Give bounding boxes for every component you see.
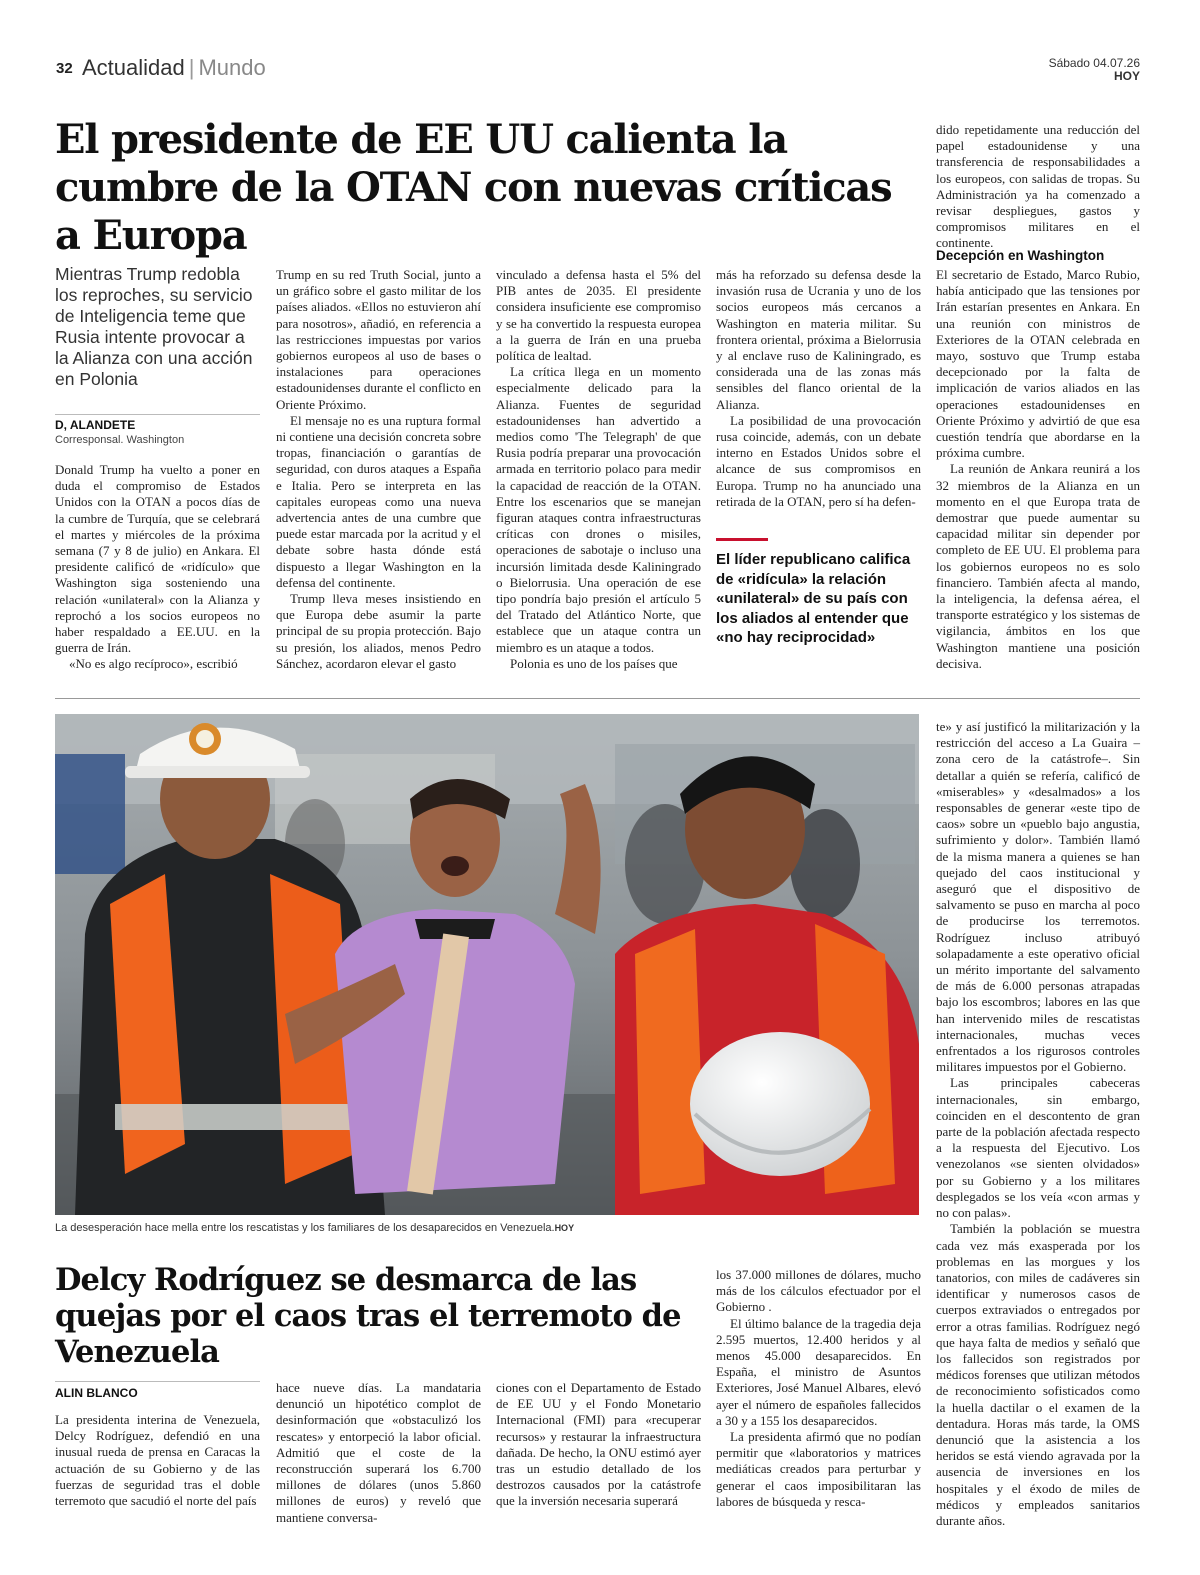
page-number: 32: [56, 60, 73, 77]
paragraph: dido repetidamente una reducción del papel estadounidense y una transferencia de responsabilidades a los europeos, con salidas de tropas. Su Administración ya ha comenzado a revisar despliegues, gastos y compromisos militares en el continente.: [936, 122, 1140, 251]
paragraph: La presidenta afirmó que no podían permitir que «laboratorios y matrices mediáticas creados para perturbar y generar el caos imposibilitaran las labores de búsqueda y resca-: [716, 1429, 921, 1509]
paragraph: El secretario de Estado, Marco Rubio, había anticipado que las tensiones por Irán estarían presentes en Ankara. En una reunión con ministros de Exteriores de la OTAN celebrada en mayo, sostuvo que Trump estaba decepcionado por la falta de implicación de varios aliados en las operaciones estadounidenses en Oriente Próximo y advirtió de que esa cuestión tendría que abordarse en la próxima cumbre.: [936, 267, 1140, 461]
pull-quote: El líder republicano califica de «ridícula» la relación «unilateral» de su país con los aliados al entender que «no hay reciprocidad»: [716, 551, 911, 647]
paragraph: te» y así justificó la militarización y la restricción del acceso a La Guaira –zona cero de la catástrofe–. Sin detallar a quién se refería, calificó de «miserables» y «desalmados» a los responsables de generar «este tipo de caos» sobre un «pueblo bajo angustia, sufrimiento y dolor». También llamó de la misma manera a quienes se han quejado del caos institucional y aseguró que el dispositivo de salvamento se puso en marcha al poco de producirse los terremotos. Rodríguez incluso atribuyó solapadamente a este operativo oficial un mérito importante del salvamento de más de 6.000 personas atrapadas bajo los escombros; labores en las que han intervenido miles de rescatistas internacionales, muchas veces enfrentados a los rigurosos controles militares impuestos por el Gobierno.: [936, 719, 1140, 1075]
paragraph: Polonia es uno de los países que: [510, 655, 678, 671]
paragraph: El mensaje no es una ruptura formal ni contiene una decisión concreta sobre tropas, financiación o garantías de seguridad, con duros ataques a España e Italia. Pero se interpreta en las capitales europeas como una nueva advertencia antes de una cumbre que puede estar marcada por la acritud y el debate sobre hasta dónde está dispuesto a llegar Washington en la defensa del continente.: [276, 412, 481, 590]
section-separator: |: [188, 55, 195, 80]
article2-column-2: [276, 1380, 481, 1526]
paragraph: La crítica llega en un momento especialmente delicado para la Alianza. Fuentes de seguridad estadounidenses han advertido a medios como 'The Telegraph' de que Rusia podría preparar una provocación armada en territorio polaco para medir la capacidad de reacción de la OTAN. Entre los escenarios que se manejan figuran ataques contra infraestructuras críticas con drones o misiles, operaciones de sabotaje o incluso una incursión limitada desde Kaliningrado o Bielorrusia. Una operación de ese tipo pondría bajo presión el artículo 5 del Tratado del Atlántico Norte, que establece que un ataque contra un miembro es un ataque a todos.: [496, 364, 701, 655]
article1-column-5-bottom: [936, 267, 1140, 672]
pull-quote-accent: [716, 538, 768, 541]
rescue-scene-illustration: [55, 714, 919, 1215]
paragraph: hace nueve días. La mandataria denunció un hipotético complot de desinformación que «obstaculizó los rescates» y entorpeció la labor oficial. Admitió que el coste de la reconstrucción superará los 6.700 millones de dólares (unos 5.860 millones de euros) y reveló que mantiene conversa-: [276, 1380, 481, 1525]
byline-rule: [55, 1381, 260, 1382]
caption-text: La desesperación hace mella entre los rescatistas y los familiares de los desaparecidos en Venezuela.: [55, 1222, 555, 1234]
article-divider: [55, 698, 1140, 699]
photo-credit: HOY: [554, 1223, 575, 1233]
section-label: [82, 55, 266, 81]
article1-author-role: Corresponsal. Washington: [55, 434, 185, 446]
paragraph: Trump en su red Truth Social, junto a un gráfico sobre el gasto militar de los países aliados. «Ellos no estuvieron ahí para nosotros», añadió, en referencia a las restricciones impuestas por varios gobiernos europeos al uso de bases o instalaciones para operaciones estadounidenses durante el conflicto en Oriente Próximo.: [276, 267, 481, 412]
article2-column-4: [716, 1267, 921, 1510]
paragraph: Trump lleva meses insistiendo en que Europa debe asumir la parte principal de su propia protección. Bajo su presión, los aliados, menos Pedro Sánchez, acordaron elevar el gasto: [276, 591, 481, 671]
article1-headline: El presidente de EE UU calienta la cumbre de la OTAN con nuevas críticas a Europa: [55, 116, 892, 259]
article1-subheading: Decepción en Washington: [936, 248, 1105, 263]
article1-column-1: [55, 462, 260, 673]
article1-column-4: [716, 267, 921, 510]
article1-column-2: [276, 267, 481, 672]
article2-column-1: [55, 1412, 260, 1509]
issue-date: [1049, 57, 1140, 83]
paragraph: El último balance de la tragedia deja 2.595 muertos, 12.400 heridos y al menos 45.000 desaparecidos. En España, el ministro de Asuntos Exteriores, José Manuel Albares, elevó ayer el número de españoles fallecidos a 30 y a 155 los desaparecidos.: [716, 1315, 921, 1428]
news-photo: [55, 714, 919, 1215]
paragraph: La reunión de Ankara reunirá a los 32 miembros de la Alianza en un momento en el que Europa trata de demostrar que puede aumentar su capacidad militar sin depender por completo de EE UU. El problema para los gobiernos europeos no es solo financiero. También afecta al mando, la inteligencia, la defensa aérea, el transporte estratégico y los sistemas de vigilancia, ámbitos en los que Washington mantiene una posición decisiva.: [936, 461, 1140, 671]
article1-author: D, ALANDETE: [55, 418, 136, 432]
subsection-name: Mundo: [198, 55, 266, 80]
date-text: Sábado 04.07.26: [1048, 56, 1140, 70]
newspaper-brand: HOY: [1113, 69, 1140, 83]
article2-column-5: [936, 719, 1140, 1529]
paragraph: Donald Trump ha vuelto a poner en duda el compromiso de Estados Unidos con la OTAN a pocos días de la cumbre de Turquía, que se celebrará el martes y miércoles de la próxima semana (7 y 8 de julio) en Ankara. El presidente calificó de «ridículo» que Washington siga sosteniendo una relación «unilateral» con la Alianza y reprochó a los socios europeos no haber respaldado a EE.UU. en la guerra de Irán.: [55, 462, 260, 656]
paragraph: «No es algo recíproco», escribió: [69, 656, 238, 672]
section-name: Actualidad: [82, 55, 185, 80]
article2-author: ALIN BLANCO: [55, 1386, 138, 1400]
paragraph: ciones con el Departamento de Estado de EE UU y el Fondo Monetario Internacional (FMI) para «recuperar recursos» y restaurar la infraestructura dañada. De hecho, la ONU estimó ayer tras un estudio detallado de los destrozos causados por la catástrofe que la inversión necesaria superará: [496, 1380, 701, 1509]
byline-rule: [55, 414, 260, 415]
paragraph: La presidenta interina de Venezuela, Delcy Rodríguez, defendió en una inusual rueda de prensa en Caracas la actuación de su Gobierno y de las fuerzas de seguridad tras el doble terremoto que sacudió el norte del país: [55, 1412, 260, 1509]
paragraph: más ha reforzado su defensa desde la invasión rusa de Ucrania y uno de los socios europeos más cercanos a Washington en materia militar. Su frontera oriental, próxima a Bielorrusia y al enclave ruso de Kaliningrado, es considerada una de las zonas más sensibles del flanco oriental de la Alianza.: [716, 267, 921, 412]
paragraph: Las principales cabeceras internacionales, sin embargo, coinciden en el descontento de gran parte de la población afectada respecto a la respuesta del Ejecutivo. Los venezolanos «se sienten olvidados» por su Gobierno y a los militares desplegados se los veía «con armas y no con palas».: [936, 1075, 1140, 1221]
article1-lead: Mientras Trump redobla los reproches, su servicio de Inteligencia teme que Rusia intente provocar a la Alianza con una acción en Polonia: [55, 264, 253, 389]
article2-column-3: [496, 1380, 701, 1510]
article1-column-3: [496, 267, 701, 672]
paragraph: También la población se muestra cada vez más exasperada por los problemas en las morgues y los tanatorios, con miles de cadáveres sin identificar y numerosos casos de cuerpos extraviados o entregados por error a otras familias. Rodríguez negó que haya falta de medios y señaló que los fallecidos son registrados por médicos forenses que utilizan métodos de reconocimiento sofisticados como la huella dactilar o el examen de la dentadura. Horas más tarde, la OMS denunció que la asistencia a los heridos se está viendo agravada por la ausencia de inversiones en los hospitales y el éxodo de miles de médicos y empleados sanitarios durante años.: [936, 1221, 1140, 1528]
paragraph: los 37.000 millones de dólares, mucho más de los cálculos efectuador por el Gobierno .: [716, 1267, 921, 1315]
article2-headline: Delcy Rodríguez se desmarca de las quejas por el caos tras el terremoto de Venezuela: [55, 1262, 681, 1370]
paragraph: vinculado a defensa hasta el 5% del PIB antes de 2035. El presidente considera insuficiente ese compromiso y se ha convertido la respuesta europea a la guerra de Irán en una prueba política de lealtad.: [496, 267, 701, 364]
photo-caption: [55, 1222, 919, 1234]
paragraph: La posibilidad de una provocación rusa coincide, además, con un debate interno en Estados Unidos sobre el alcance de sus compromisos en Europa. Trump no ha anunciado una retirada de la OTAN, pero sí ha defen-: [716, 412, 921, 509]
article1-column-5-top: [936, 122, 1140, 252]
